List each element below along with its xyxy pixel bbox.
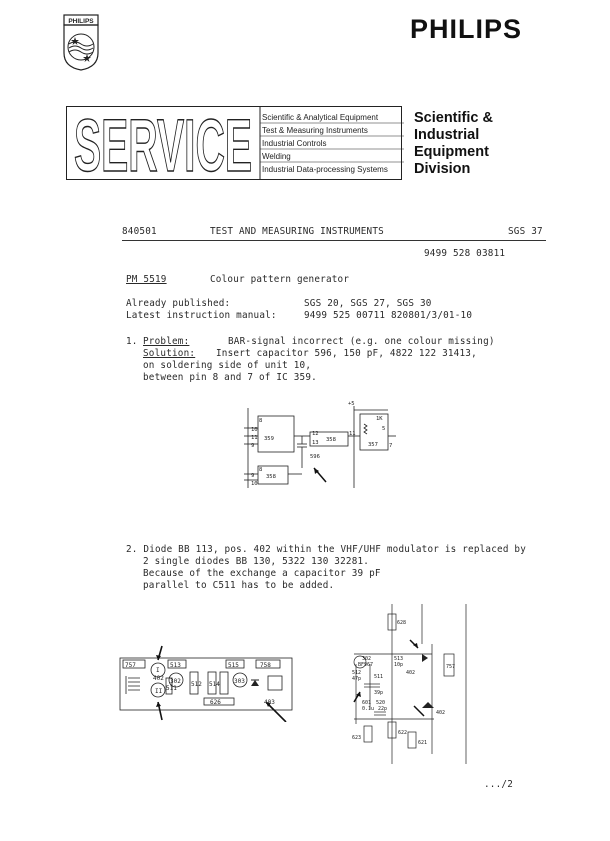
pcb-label: 758 <box>260 662 271 669</box>
pcb-label: 512 <box>191 681 202 688</box>
service-category: Scientific & Analytical Equipment <box>262 113 379 122</box>
manual-label: Latest instruction manual: <box>126 310 277 321</box>
pin-label: 10 <box>251 427 258 433</box>
division-line: Industrial <box>414 127 480 143</box>
doc-category: TEST AND MEASURING INSTRUMENTS <box>210 226 384 237</box>
schem-label: BF967 <box>358 662 374 668</box>
solution-line4: between pin 8 and 7 of IC 359. <box>143 372 317 383</box>
pcb-label: 513 <box>170 662 181 669</box>
service-category: Welding <box>262 152 291 161</box>
item2-line4: parallel to C511 has to be added. <box>143 580 335 591</box>
schem-label: 402 <box>436 710 446 716</box>
ic-359-label: 359 <box>264 436 274 442</box>
already-published-value: SGS 20, SGS 27, SGS 30 <box>304 298 432 309</box>
schem-label: 402 <box>406 670 416 676</box>
schem-label: 601 <box>362 700 372 706</box>
item2-line3: Because of the exchange a capacitor 39 pF <box>143 568 381 579</box>
schem-label: 39p <box>374 690 384 696</box>
manual-value: 9499 525 00711 820801/3/01-10 <box>304 310 473 321</box>
schem-label: 0.1u <box>362 706 375 712</box>
pcb-label: I <box>156 667 160 674</box>
logo-text: PHILIPS <box>68 18 94 25</box>
problem-label: Problem: <box>143 336 190 347</box>
continued-marker: .../2 <box>484 779 513 790</box>
division-line: Division <box>414 161 471 177</box>
pin-label: 13 <box>312 440 319 446</box>
item2-line1: 2. Diode BB 113, pos. 402 within the VHF/UHF modulator is replaced by <box>126 544 527 555</box>
service-category: Test & Measuring Instruments <box>262 126 368 135</box>
pin-label: 10 <box>251 481 258 487</box>
schem-label: 511 <box>374 674 384 680</box>
solution-label: Solution: <box>143 348 196 359</box>
service-wordmark <box>72 111 254 175</box>
pcb-label: 515 <box>228 662 239 669</box>
product-name: Colour pattern generator <box>210 274 350 285</box>
division-line: Equipment <box>414 144 489 160</box>
ic-358b-label: 358 <box>266 474 276 480</box>
pin-label: 7 <box>389 443 393 449</box>
pin-label: 1K <box>376 416 383 422</box>
ic-358-label: 358 <box>326 437 336 443</box>
category-dividers <box>258 106 404 180</box>
schem-label: 513 <box>394 656 404 662</box>
brand-name: PHILIPS <box>410 14 523 44</box>
pcb-label: 403 <box>264 699 275 706</box>
pin-label: 11 <box>251 435 258 441</box>
pin-label: 9 <box>251 473 255 479</box>
pcb-label: 302 <box>170 678 181 685</box>
schem-label: 757 <box>446 664 456 670</box>
schem-label: 623 <box>352 735 362 741</box>
plus5-label: +5 <box>348 401 355 407</box>
pin-label: 12 <box>312 431 319 437</box>
schem-label: 10p <box>394 662 404 668</box>
already-published-label: Already published: <box>126 298 231 309</box>
ic-357-label: 357 <box>368 442 378 448</box>
solution-text: Insert capacitor 596, 150 pF, 4822 122 31413, <box>216 348 477 359</box>
schem-label: 47p <box>352 676 362 682</box>
service-word-text: SERVICE <box>74 111 252 175</box>
schem-label: 22p <box>378 706 388 712</box>
pcb-label: 626 <box>210 699 221 706</box>
division-line: Scientific & <box>414 110 493 126</box>
pcb-label: II <box>155 688 163 695</box>
pin-label: 9 <box>251 443 255 449</box>
pin-label: 8 <box>259 418 263 424</box>
doc-date: 840501 <box>122 226 157 237</box>
pin-label: 8 <box>259 467 263 473</box>
doc-sgs: SGS 37 <box>508 226 543 237</box>
service-category: Industrial Data-processing Systems <box>262 165 388 174</box>
problem-text: BAR-signal incorrect (e.g. one colour missing) <box>228 336 495 347</box>
pin-label: 11 <box>349 431 356 437</box>
schem-label: 621 <box>418 740 428 746</box>
schem-label: 628 <box>397 620 407 626</box>
pcb-label: 402 <box>153 675 164 682</box>
item2-line2: 2 single diodes BB 130, 5322 130 32281. <box>143 556 370 567</box>
pcb-label: 514 <box>209 681 220 688</box>
product-model: PM 5519 <box>126 274 167 285</box>
pcb-layout-diagram <box>118 640 298 722</box>
cap-596-label: 596 <box>310 454 320 460</box>
pcb-label: 511 <box>166 685 177 692</box>
item1-number: 1. <box>126 336 138 347</box>
pcb-label: 757 <box>125 662 136 669</box>
pin-label: 5 <box>382 426 386 432</box>
philips-shield-logo <box>62 13 100 71</box>
header-rule <box>122 240 546 241</box>
circuit-diagram-ic359 <box>236 398 396 493</box>
division-title <box>414 110 493 178</box>
schem-label: 512 <box>352 670 362 676</box>
solution-line3: on soldering side of unit 10, <box>143 360 312 371</box>
modulator-schematic <box>334 604 474 764</box>
service-category: Industrial Controls <box>262 139 327 148</box>
doc-code: 9499 528 03811 <box>424 248 506 259</box>
pcb-label: 303 <box>234 678 245 685</box>
schem-label: 622 <box>398 730 408 736</box>
schem-label: 520 <box>376 700 386 706</box>
schem-label: 302 <box>362 656 372 662</box>
